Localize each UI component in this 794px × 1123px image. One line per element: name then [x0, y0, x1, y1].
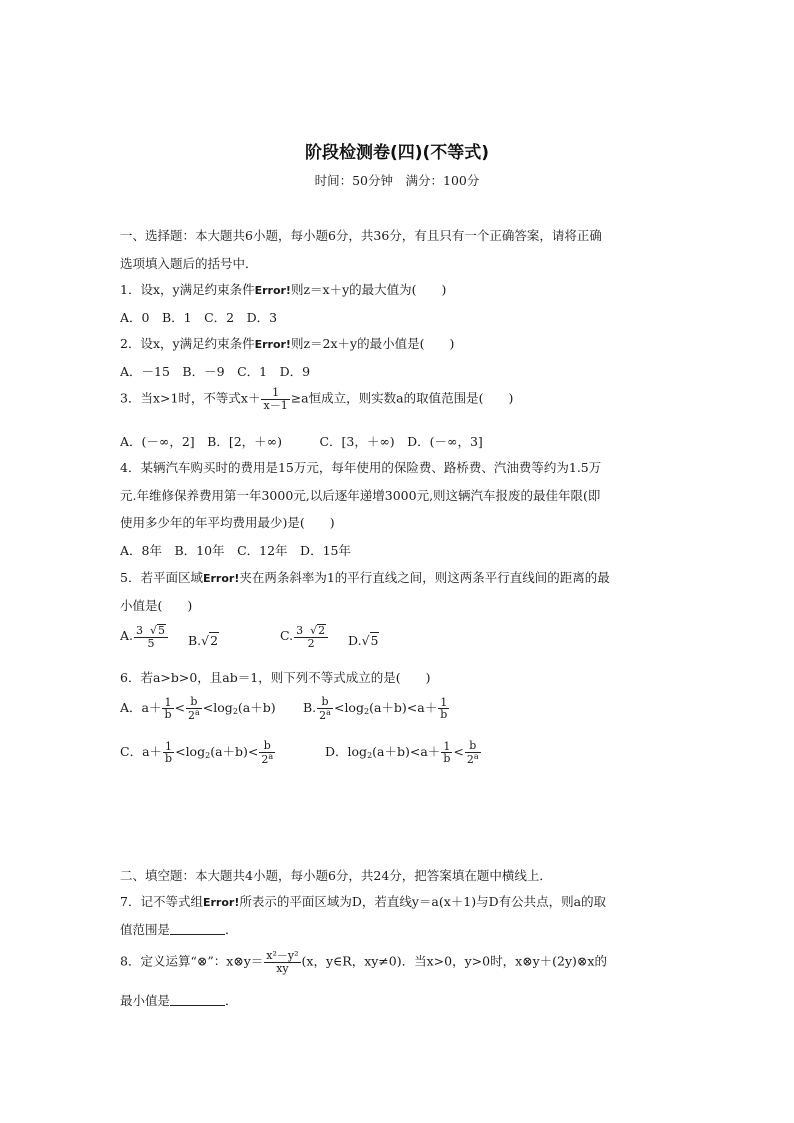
q6-option-b: B. $\frac{b}{2^a}$ $<\log_2(a+b)<a+$ $\frac{1}{b}$ — [303, 695, 448, 722]
q7-answer-blank[interactable] — [170, 924, 225, 935]
q8-pre: 8．定义运算“⊗”：x⊗y＝ — [120, 953, 264, 969]
q7-pre: 7．记不等式组 — [120, 894, 203, 909]
section1-heading-line2: 选项填入题后的括号中． — [120, 256, 258, 271]
question-3 — [120, 387, 685, 411]
time-score-info: 时间：50分钟 满分：100分 — [314, 173, 480, 188]
question-5 — [120, 568, 685, 586]
question-5-line2: 小值是( ) — [120, 598, 193, 613]
q6-option-a: A．a＋ $\frac{1}{b}$ < $\frac{b}{2^a}$ $<\log_2(a+b)$ — [120, 695, 276, 722]
q6-option-d: D．$\log_2(a+b)<a+$ $\frac{1}{b}$ < $\frac{b}{2^a}$ — [325, 739, 479, 766]
q5-post: 夹在两条斜率为1的平行直线之间，则这两条平行直线间的距离的最 — [239, 570, 610, 585]
q8-post: (x，y∈R，xy≠0)．当x>0，y>0时，x⊗y＋(2y)⊗x的 — [301, 953, 607, 969]
q5-pre: 5．若平面区域 — [120, 570, 203, 585]
section1-heading-line1: 一、选择题：本大题共6小题，每小题6分，共36分，有且只有一个正确答案，请将正确 — [120, 228, 602, 243]
question-7 — [120, 892, 685, 910]
q3-options: A．(－∞，2] B．[2，＋∞) C．[3，＋∞) D．(－∞，3] — [120, 434, 483, 449]
question-4-line1: 4．某辆汽车购买时的费用是15万元，每年使用的保险费、路桥费、汽油费等约为1.5万 — [120, 460, 602, 475]
q5-option-d: D.√5 — [348, 633, 379, 648]
q6-option-c: C．a＋ $\frac{1}{b}$ $<\log_2(a+b)<$ $\frac{b}{2^a}$ — [120, 739, 274, 766]
q5-error: Error! — [202, 572, 240, 585]
q2-post: 则z＝2x＋y的最小值是( ) — [290, 336, 455, 351]
q1-options: A．0 B．1 C．2 D．3 — [120, 310, 278, 325]
q3-fraction: $\frac{1}{x-1}$ — [263, 386, 288, 412]
question-6: 6．若a>b>0，且ab＝1，则下列不等式成立的是( ) — [120, 670, 431, 685]
q1-post: 则z＝x＋y的最大值为( ) — [290, 282, 447, 297]
q5-option-a: A. $\frac{3 √5}{5}$ — [120, 624, 169, 649]
q5-option-c: C. $\frac{3 √2}{2}$ — [280, 624, 329, 649]
q7-error: Error! — [202, 896, 240, 909]
question-4-line2: 元.年维修保养费用第一年3000元,以后逐年递增3000元,则这辆汽车报废的最佳年限(即 — [120, 488, 601, 503]
question-7-line2: 值范围是 ． — [120, 922, 238, 937]
q2-pre: 2．设x，y满足约束条件 — [120, 336, 255, 351]
question-2 — [120, 334, 685, 352]
question-8 — [120, 950, 685, 974]
q1-pre: 1．设x，y满足约束条件 — [120, 282, 255, 297]
q3-post: ≥a恒成立，则实数a的取值范围是( ) — [290, 390, 514, 406]
q7-post: 所表示的平面区域为D，若直线y＝a(x＋1)与D有公共点，则a的取 — [239, 894, 607, 909]
q8-fraction: $\frac{\text{x²－y²}}{xy}$ — [266, 949, 299, 975]
question-8-line2: 最小值是 ． — [120, 993, 238, 1008]
section2-heading: 二、填空题：本大题共4小题，每小题6分，共24分，把答案填在题中横线上． — [120, 868, 552, 883]
question-4-line3: 使用多少年的年平均费用最少)是( ) — [120, 515, 335, 530]
q8-answer-blank[interactable] — [170, 995, 225, 1006]
question-1 — [120, 280, 685, 298]
q2-error: Error! — [254, 338, 291, 351]
q5-option-b: B.√2 — [188, 633, 219, 648]
page-title: 阶段检测卷(四)(不等式) — [304, 143, 490, 163]
q4-options: A．8年 B．10年 C．12年 D．15年 — [120, 543, 351, 558]
q2-options: A．－15 B．－9 C．1 D．9 — [120, 364, 311, 379]
q1-error: Error! — [254, 284, 291, 297]
q3-pre: 3．当x>1时，不等式x＋ — [120, 390, 261, 406]
